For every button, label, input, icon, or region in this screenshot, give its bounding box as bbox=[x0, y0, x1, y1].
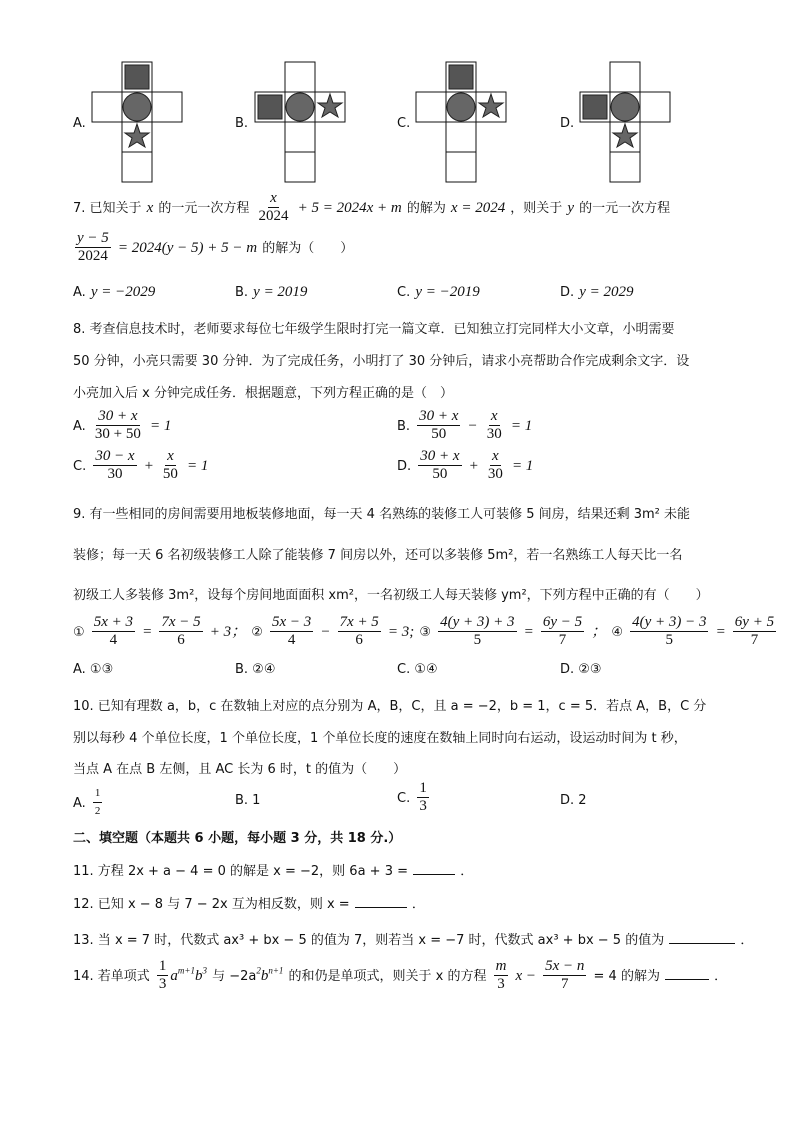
q8-option-b: B. $\frac{30 + x}{50}$ − $\frac{x}{30}$ = 1 bbox=[397, 408, 533, 442]
net-d-figure bbox=[578, 60, 678, 188]
q12: 12. 已知 x − 8 与 7 − 2x 互为相反数，则 x = ． bbox=[73, 897, 425, 912]
q14: 14. 若单项式 $\frac{1}{3}$ $a^{m+1}b^3$ 与 $-2a^2b^{n+1}$ 的和仍是单项式，则关于 x 的方程 $\frac{m}{3}$ x − $\frac{5x - n}{7}$ = 4 的解为 ． bbox=[73, 958, 728, 992]
q13: 13. 当 x = 7 时，代数式 ax³ + bx − 5 的值为 7，则若当 x = −7 时，代数式 ax³ + bx − 5 的值为 ． bbox=[73, 933, 754, 948]
section-heading: 二、填空题（本题共 6 小题，每小题 3 分，共 18 分.） bbox=[73, 831, 402, 846]
option-c-label: C. bbox=[397, 116, 411, 131]
square-icon bbox=[125, 65, 149, 89]
q9-option-c: C. ①④ bbox=[397, 662, 438, 677]
q7-line2: $\frac{y - 5}{2024}$ = 2024(y − 5) + 5 − m 的解为（ ） bbox=[77, 230, 354, 264]
q8-line2: 50 分钟，小亮只需要 30 分钟．为了完成任务，小明打了 30 分钟后，请求小亮帮助合作完成剩余文字．设 bbox=[73, 354, 690, 369]
option-a-label: A. bbox=[73, 116, 86, 131]
q9-equations: ① $\frac{5x + 3}{4}$ = $\frac{7x - 5}{6}$ + 3； ② $\frac{5x - 3}{4}$ − $\frac{7x + 5}{6}$ = 3; ③ $\frac{4(y + 3) + 3}{5}$ = $\frac{6y - 5}{7}$ ； ④ $\frac{4(y + 3) - 3}{5}$ = $\frac{6y + 5}{7}$ bbox=[73, 614, 775, 648]
q7-option-a: A. y = −2029 bbox=[73, 284, 156, 300]
q8-option-d: D. $\frac{30 + x}{50}$ + $\frac{x}{30}$ = 1 bbox=[397, 448, 534, 482]
net-a-figure bbox=[90, 60, 190, 188]
q11: 11. 方程 2x + a − 4 = 0 的解是 x = −2，则 6a + 3 = ． bbox=[73, 864, 474, 879]
q9-line2: 装修；每一天 6 名初级装修工人除了能装修 7 间房以外，还可以多装修 5m²，若一名熟练工人每天比一名 bbox=[73, 548, 683, 563]
q10-option-a: A. $\frac{1}{2}$ bbox=[73, 787, 101, 817]
q10-option-d: D. 2 bbox=[560, 793, 587, 808]
q10-line2: 别以每秒 4 个单位长度，1 个单位长度，1 个单位长度的速度在数轴上同时向右运动，设运动时间为 t 秒， bbox=[73, 731, 687, 746]
q8-line3: 小亮加入后 x 分钟完成任务．根据题意，下列方程正确的是（ ） bbox=[73, 386, 453, 401]
q7-line1: 7. 已知关于 x 的一元一次方程 $\frac{x}{2024}$ + 5 = 2024x + m 的解为 x = 2024 ，则关于 y 的一元一次方程 bbox=[73, 190, 671, 224]
answer-blank[interactable] bbox=[669, 931, 735, 944]
q7-option-d: D. y = 2029 bbox=[560, 284, 634, 300]
q7-option-b: B. y = 2019 bbox=[235, 284, 308, 300]
square-icon bbox=[449, 65, 473, 89]
square-icon bbox=[258, 95, 282, 119]
q9-option-b: B. ②④ bbox=[235, 662, 276, 677]
circle-icon bbox=[123, 93, 151, 121]
q8-option-a: A. $\frac{30 + x}{30 + 50}$ = 1 bbox=[73, 408, 172, 442]
q9-option-d: D. ②③ bbox=[560, 662, 602, 677]
q10-line1: 10. 已知有理数 a，b，c 在数轴上对应的点分别为 A，B，C，且 a = −2，b = 1，c = 5．若点 A，B，C 分 bbox=[73, 699, 707, 714]
star-icon bbox=[613, 124, 637, 147]
circle-icon bbox=[286, 93, 314, 121]
q10-line3: 当点 A 在点 B 左侧，且 AC 长为 6 时，t 的值为（ ） bbox=[73, 762, 407, 777]
q9-line3: 初级工人多装修 3m²，设每个房间地面面积 xm²，一名初级工人每天装修 ym²，下列方程中正确的有（ ） bbox=[73, 588, 709, 603]
q10-option-c: C. $\frac{1}{3}$ bbox=[397, 780, 427, 814]
q7-option-c: C. y = −2019 bbox=[397, 284, 480, 300]
option-b-label: B. bbox=[235, 116, 249, 131]
answer-blank[interactable] bbox=[355, 895, 407, 908]
option-d-label: D. bbox=[560, 116, 575, 131]
circle-icon bbox=[611, 93, 639, 121]
star-icon bbox=[479, 94, 503, 117]
star-icon bbox=[125, 124, 149, 147]
q9-line1: 9. 有一些相同的房间需要用地板装修地面，每一天 4 名熟练的装修工人可装修 5 间房，结果还剩 3m² 未能 bbox=[73, 507, 691, 522]
q8-line1: 8. 考查信息技术时，老师要求每位七年级学生限时打完一篇文章．已知独立打完同样大小文章，小明需要 bbox=[73, 322, 675, 337]
answer-blank[interactable] bbox=[413, 862, 455, 875]
q8-option-c: C. $\frac{30 - x}{30}$ + $\frac{x}{50}$ = 1 bbox=[73, 448, 209, 482]
square-icon bbox=[583, 95, 607, 119]
circle-icon bbox=[447, 93, 475, 121]
net-c-figure bbox=[414, 60, 514, 188]
q10-option-b: B. 1 bbox=[235, 793, 261, 808]
q9-option-a: A. ①③ bbox=[73, 662, 114, 677]
answer-blank[interactable] bbox=[665, 967, 709, 980]
star-icon bbox=[318, 94, 342, 117]
net-b-figure bbox=[253, 60, 353, 188]
